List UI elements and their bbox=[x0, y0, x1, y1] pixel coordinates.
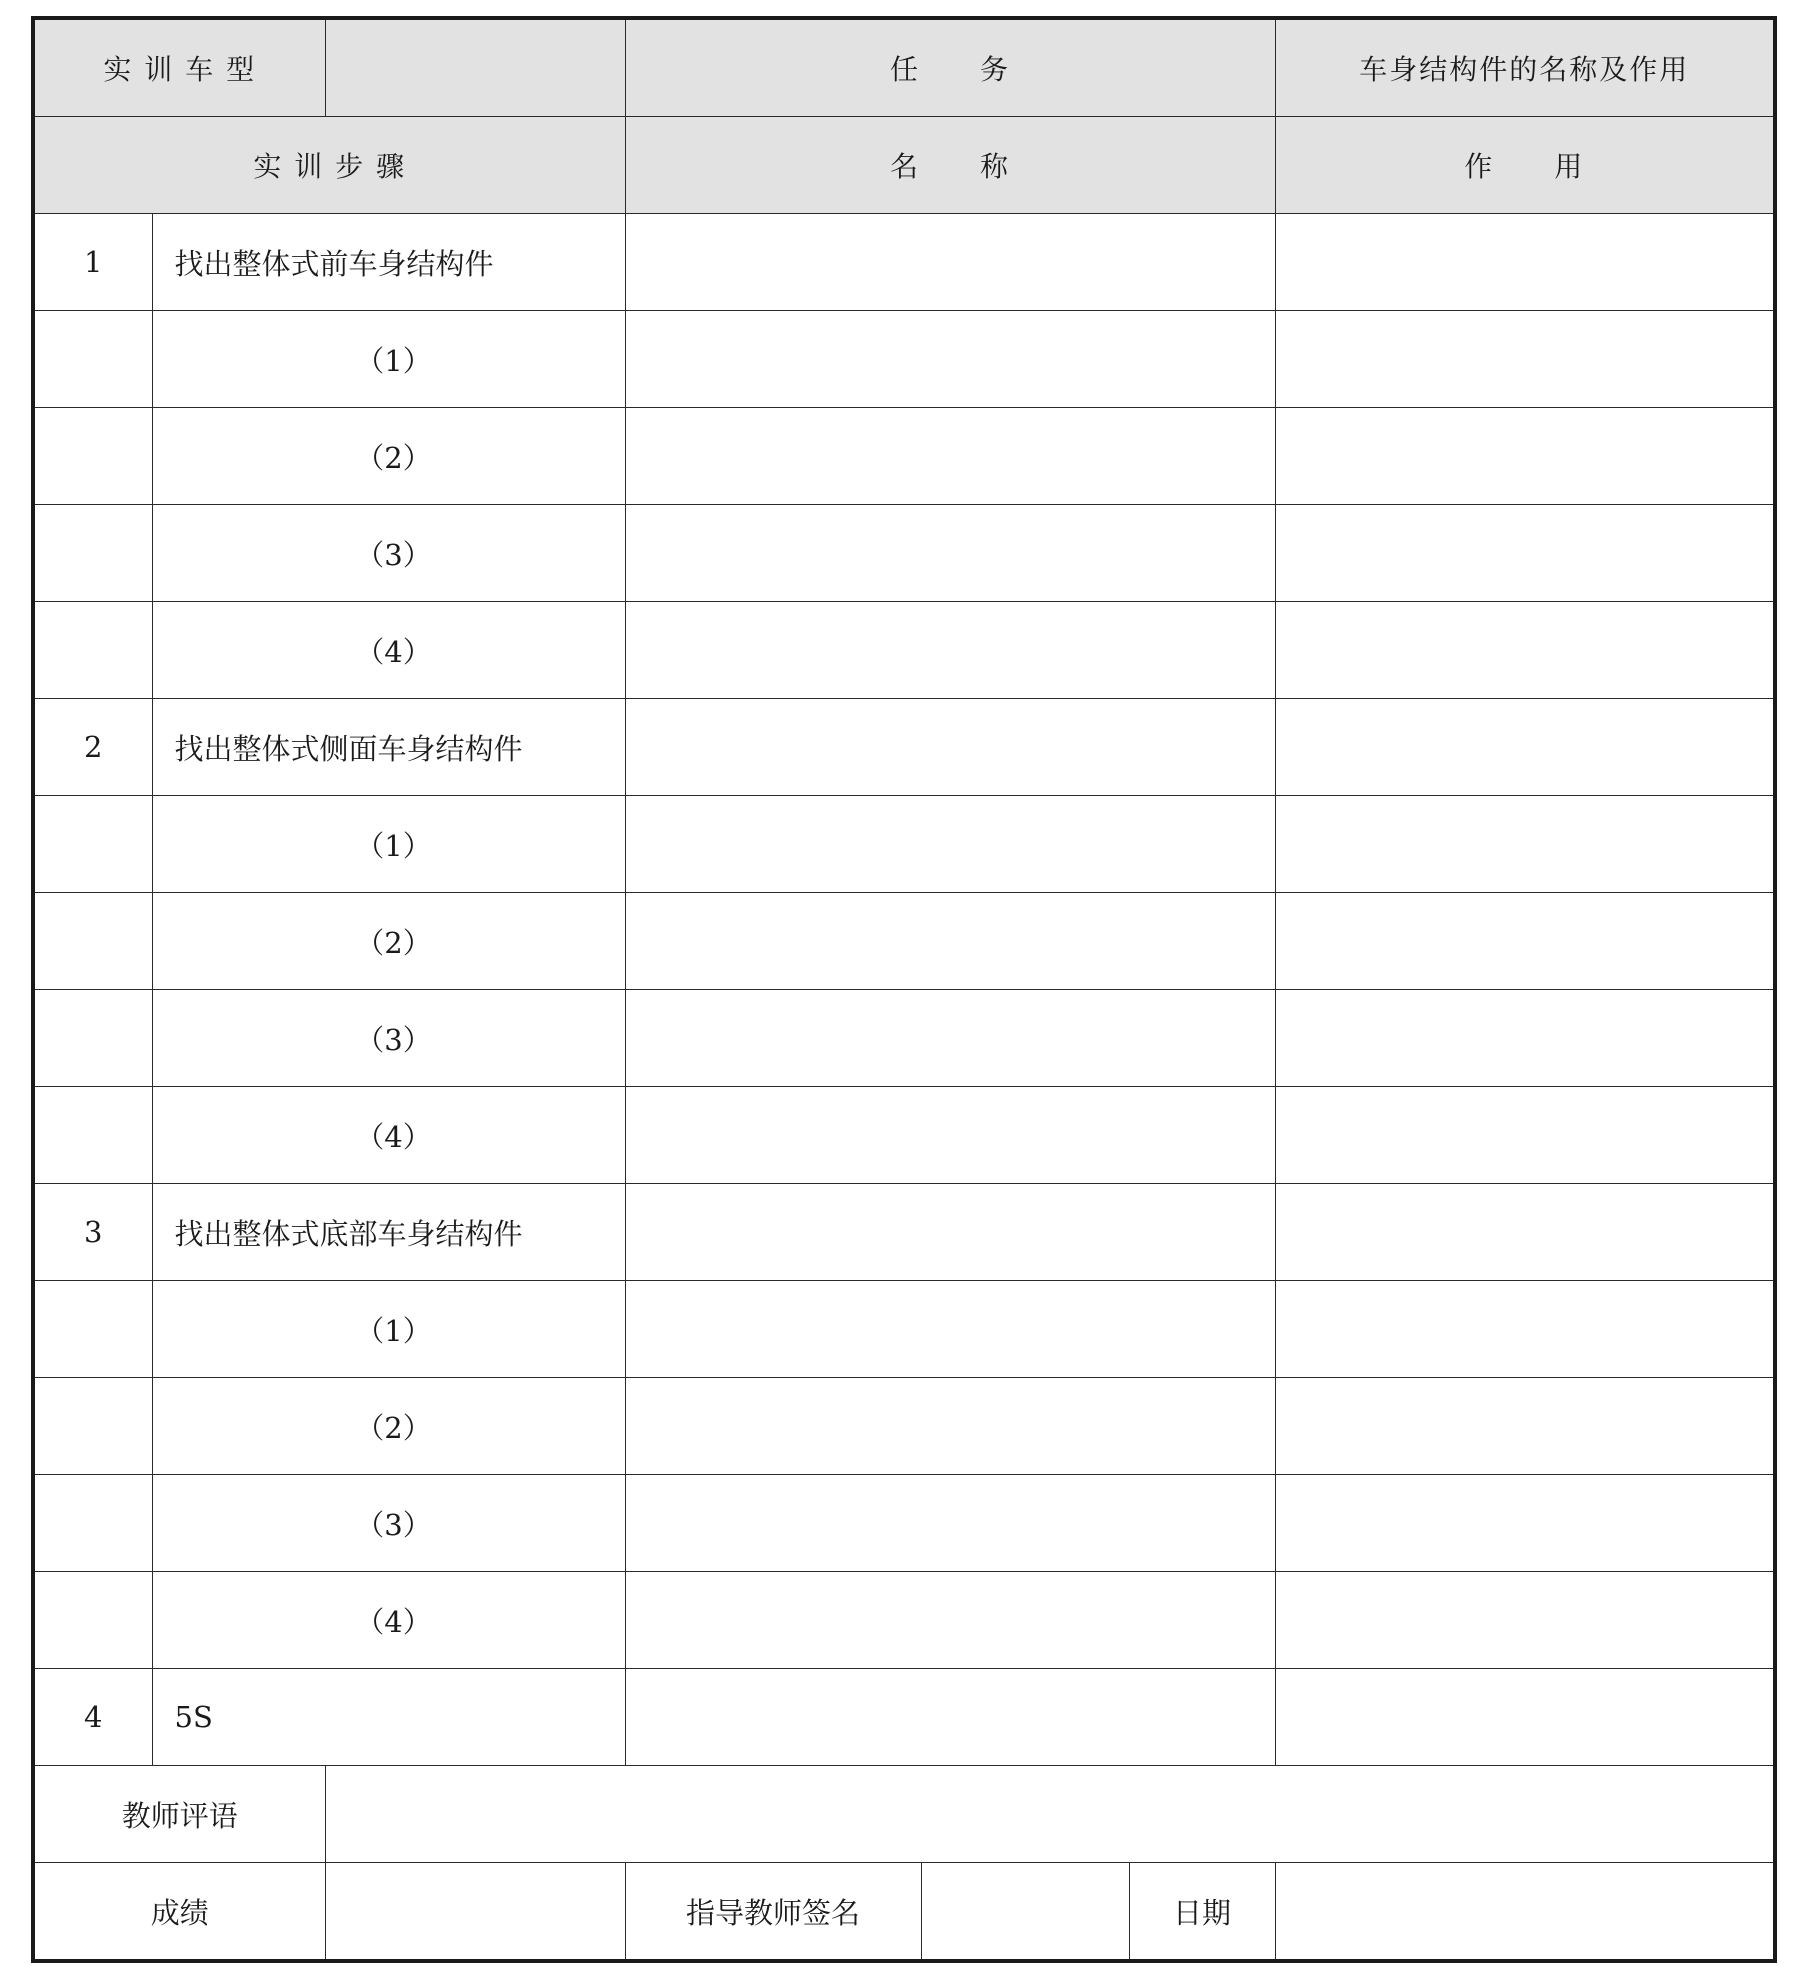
step-row bbox=[33, 893, 1775, 990]
parts-header: 车身结构件的名称及作用 bbox=[1275, 18, 1775, 117]
teacher-comment-row bbox=[33, 1766, 1775, 1863]
part-name-field[interactable] bbox=[625, 1184, 1275, 1281]
part-use-field[interactable] bbox=[1275, 1669, 1775, 1766]
model-value-cell[interactable] bbox=[325, 18, 625, 117]
part-name-field[interactable] bbox=[625, 214, 1275, 311]
part-name-field[interactable] bbox=[625, 1378, 1275, 1475]
step-row bbox=[33, 1669, 1775, 1766]
step-row bbox=[33, 1184, 1775, 1281]
step-row bbox=[33, 1087, 1775, 1184]
use-header: 作 用 bbox=[1275, 117, 1775, 214]
step-number: 1 bbox=[33, 214, 152, 311]
part-name-field[interactable] bbox=[625, 602, 1275, 699]
task-header: 任 务 bbox=[625, 18, 1275, 117]
step-number: 2 bbox=[33, 699, 152, 796]
step-row bbox=[33, 1475, 1775, 1572]
header-row-1 bbox=[33, 18, 1775, 117]
teacher-sign-label: 指导教师签名 bbox=[625, 1863, 921, 1962]
part-name-field[interactable] bbox=[625, 796, 1275, 893]
part-name-field[interactable] bbox=[625, 1087, 1275, 1184]
teacher-comment-field[interactable] bbox=[325, 1766, 1775, 1863]
name-header: 名 称 bbox=[625, 117, 1275, 214]
step-row bbox=[33, 311, 1775, 408]
part-use-field[interactable] bbox=[1275, 796, 1775, 893]
step-row bbox=[33, 1281, 1775, 1378]
sub-item-label: （2） bbox=[152, 408, 625, 505]
step-number bbox=[33, 311, 152, 408]
step-number bbox=[33, 1572, 152, 1669]
step-task: 找出整体式底部车身结构件 bbox=[152, 1184, 625, 1281]
part-name-field[interactable] bbox=[625, 1669, 1275, 1766]
step-number: 3 bbox=[33, 1184, 152, 1281]
step-number: 4 bbox=[33, 1669, 152, 1766]
part-name-field[interactable] bbox=[625, 505, 1275, 602]
step-row bbox=[33, 699, 1775, 796]
step-number bbox=[33, 1087, 152, 1184]
sub-item-label: （4） bbox=[152, 602, 625, 699]
date-field[interactable] bbox=[1275, 1863, 1775, 1962]
part-use-field[interactable] bbox=[1275, 214, 1775, 311]
part-name-field[interactable] bbox=[625, 990, 1275, 1087]
teacher-sign-field[interactable] bbox=[921, 1863, 1129, 1962]
step-number bbox=[33, 1378, 152, 1475]
part-name-field[interactable] bbox=[625, 408, 1275, 505]
part-use-field[interactable] bbox=[1275, 893, 1775, 990]
part-use-field[interactable] bbox=[1275, 311, 1775, 408]
part-name-field[interactable] bbox=[625, 699, 1275, 796]
sub-item-label: （1） bbox=[152, 1281, 625, 1378]
part-use-field[interactable] bbox=[1275, 1572, 1775, 1669]
part-use-field[interactable] bbox=[1275, 1281, 1775, 1378]
steps-header: 实 训 步 骤 bbox=[33, 117, 625, 214]
part-use-field[interactable] bbox=[1275, 1087, 1775, 1184]
sub-item-label: （2） bbox=[152, 1378, 625, 1475]
part-use-field[interactable] bbox=[1275, 1378, 1775, 1475]
part-name-field[interactable] bbox=[625, 1572, 1275, 1669]
score-label: 成绩 bbox=[33, 1863, 325, 1962]
step-number bbox=[33, 1281, 152, 1378]
step-number bbox=[33, 602, 152, 699]
score-field[interactable] bbox=[325, 1863, 625, 1962]
part-use-field[interactable] bbox=[1275, 1475, 1775, 1572]
sub-item-label: （3） bbox=[152, 505, 625, 602]
header-row-2 bbox=[33, 117, 1775, 214]
sub-item-label: （2） bbox=[152, 893, 625, 990]
step-task: 5S bbox=[152, 1669, 625, 1766]
step-number bbox=[33, 796, 152, 893]
date-label: 日期 bbox=[1129, 1863, 1275, 1962]
model-label: 实 训 车 型 bbox=[33, 18, 325, 117]
step-number bbox=[33, 408, 152, 505]
step-row bbox=[33, 408, 1775, 505]
part-name-field[interactable] bbox=[625, 893, 1275, 990]
step-number bbox=[33, 893, 152, 990]
step-row bbox=[33, 602, 1775, 699]
part-use-field[interactable] bbox=[1275, 699, 1775, 796]
step-row bbox=[33, 796, 1775, 893]
step-row bbox=[33, 990, 1775, 1087]
sub-item-label: （4） bbox=[152, 1087, 625, 1184]
step-number bbox=[33, 1475, 152, 1572]
step-row bbox=[33, 1572, 1775, 1669]
part-use-field[interactable] bbox=[1275, 990, 1775, 1087]
part-name-field[interactable] bbox=[625, 1281, 1275, 1378]
sub-item-label: （4） bbox=[152, 1572, 625, 1669]
part-use-field[interactable] bbox=[1275, 602, 1775, 699]
sub-item-label: （1） bbox=[152, 311, 625, 408]
sub-item-label: （3） bbox=[152, 1475, 625, 1572]
training-worksheet-table bbox=[31, 16, 1777, 1963]
step-task: 找出整体式前车身结构件 bbox=[152, 214, 625, 311]
part-use-field[interactable] bbox=[1275, 1184, 1775, 1281]
part-use-field[interactable] bbox=[1275, 505, 1775, 602]
step-row bbox=[33, 214, 1775, 311]
teacher-comment-label: 教师评语 bbox=[33, 1766, 325, 1863]
sub-item-label: （1） bbox=[152, 796, 625, 893]
part-name-field[interactable] bbox=[625, 1475, 1275, 1572]
step-row bbox=[33, 1378, 1775, 1475]
sub-item-label: （3） bbox=[152, 990, 625, 1087]
part-name-field[interactable] bbox=[625, 311, 1275, 408]
step-number bbox=[33, 990, 152, 1087]
part-use-field[interactable] bbox=[1275, 408, 1775, 505]
step-row bbox=[33, 505, 1775, 602]
step-number bbox=[33, 505, 152, 602]
step-task: 找出整体式侧面车身结构件 bbox=[152, 699, 625, 796]
score-row bbox=[33, 1863, 1775, 1962]
